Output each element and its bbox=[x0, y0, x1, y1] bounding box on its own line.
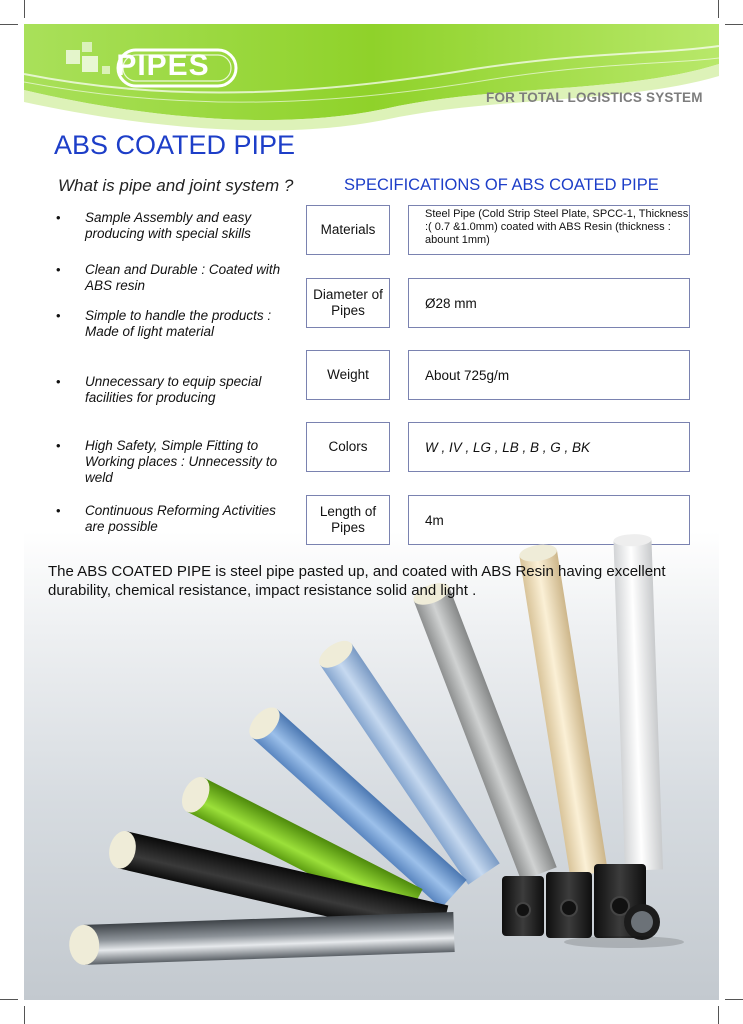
crop-mark bbox=[24, 0, 25, 18]
spec-label-diameter: Diameter of Pipes bbox=[306, 278, 390, 328]
spec-value-diameter: Ø28 mm bbox=[408, 278, 690, 328]
spec-label-length: Length of Pipes bbox=[306, 495, 390, 545]
bullet-icon: • bbox=[56, 438, 61, 453]
crop-mark bbox=[725, 999, 743, 1000]
brochure-page bbox=[24, 24, 719, 1000]
bullet-icon: • bbox=[56, 308, 61, 323]
spec-value-length: 4m bbox=[408, 495, 690, 545]
feature-text: Sample Assembly and easy producing with special skills bbox=[85, 210, 252, 241]
crop-mark bbox=[718, 0, 719, 18]
tagline: FOR TOTAL LOGISTICS SYSTEM bbox=[486, 90, 703, 105]
crop-mark bbox=[24, 1006, 25, 1024]
crop-mark bbox=[718, 1006, 719, 1024]
feature-text: High Safety, Simple Fitting to Working places : Unnecessity to weld bbox=[85, 438, 278, 485]
spec-label-weight: Weight bbox=[306, 350, 390, 400]
feature-text: Simple to handle the products : Made of light material bbox=[85, 308, 272, 339]
feature-text: Unnecessary to equip special facilities for producing bbox=[85, 374, 262, 405]
specifications-title: SPECIFICATIONS OF ABS COATED PIPE bbox=[344, 176, 659, 194]
spec-value-colors: W , IV , LG , LB , B , G , BK bbox=[408, 422, 690, 472]
bullet-icon: • bbox=[56, 262, 61, 277]
feature-text: Clean and Durable : Coated with ABS resin bbox=[85, 262, 281, 293]
product-description: The ABS COATED PIPE is steel pipe pasted up, and coated with ABS Resin having excellent durability, chemical resistance, impact resistance solid and light . bbox=[48, 563, 666, 599]
crop-mark bbox=[725, 24, 743, 25]
page-title: ABS COATED PIPE bbox=[54, 130, 296, 160]
bullet-icon: • bbox=[56, 210, 61, 225]
logo-wordmark: PIPES bbox=[116, 49, 210, 82]
crop-mark bbox=[0, 999, 18, 1000]
bullet-icon: • bbox=[56, 503, 61, 518]
feature-text: Continuous Reforming Activities are possible bbox=[85, 503, 276, 534]
spec-label-materials: Materials bbox=[306, 205, 390, 255]
crop-mark bbox=[0, 24, 18, 25]
bullet-icon: • bbox=[56, 374, 61, 389]
section-question: What is pipe and joint system ? bbox=[58, 176, 294, 195]
spec-value-weight: About 725g/m bbox=[408, 350, 690, 400]
spec-label-colors: Colors bbox=[306, 422, 390, 472]
spec-value-materials: Steel Pipe (Cold Strip Steel Plate, SPCC-1, Thickness :( 0.7 &1.0mm) coated with ABS Resin (thickness : abount 1mm) bbox=[408, 205, 690, 255]
